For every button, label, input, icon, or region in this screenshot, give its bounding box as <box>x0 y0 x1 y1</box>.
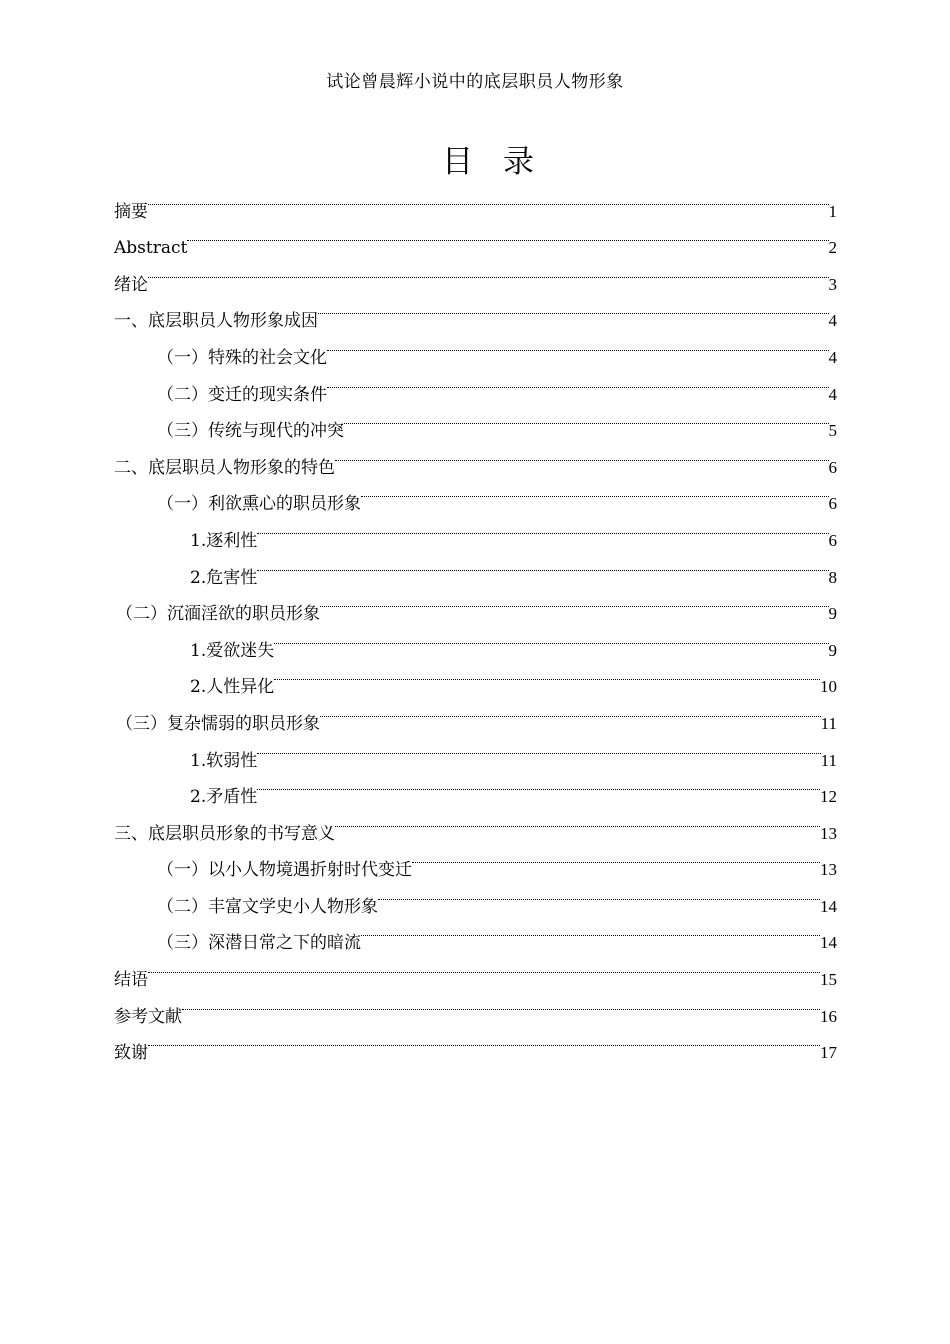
toc-entry-page: 15 <box>820 970 837 990</box>
toc-title-char-1: 目 <box>442 144 473 180</box>
toc-title-char-2: 录 <box>503 144 534 180</box>
toc-entry-label: 1.逐利性 <box>190 530 258 551</box>
toc-entry-page: 9 <box>828 640 837 660</box>
toc-entry-page: 13 <box>820 823 837 843</box>
dot-leader <box>148 180 829 217</box>
toc-entry-label: 二、底层职员人物形象的特色 <box>114 457 335 478</box>
toc-entry-label: （三）传统与现代的冲突 <box>157 421 344 442</box>
toc-entry-conclusion[interactable] <box>114 948 837 991</box>
dot-leader <box>257 546 828 583</box>
toc-entry-abstract-en[interactable] <box>114 217 837 259</box>
toc-entry-label: Abstract <box>114 238 188 259</box>
toc-entry-label: 2.人性异化 <box>190 677 275 698</box>
dot-leader <box>182 985 820 1022</box>
toc-entry-introduction[interactable] <box>114 253 837 295</box>
toc-entry-label: （三）深潜日常之下的暗流 <box>157 933 361 954</box>
toc-entry-references[interactable] <box>114 985 837 1027</box>
dot-leader <box>148 253 829 290</box>
dot-leader <box>187 217 828 254</box>
toc-entry-label: （二）沉湎淫欲的职员形象 <box>116 604 320 625</box>
toc-entry-page: 12 <box>820 787 837 807</box>
toc-entry-label: （一）利欲熏心的职员形象 <box>157 494 361 515</box>
dot-leader <box>320 583 829 620</box>
toc-entry-acknowledgements[interactable] <box>114 1022 837 1064</box>
toc-entry-page: 3 <box>828 274 837 294</box>
running-header: 试论曾晨辉小说中的底层职员人物形象 <box>326 72 624 92</box>
toc-entry-label: （二）变迁的现实条件 <box>157 384 327 405</box>
toc-entry-page: 4 <box>828 311 837 331</box>
toc-entry-page: 4 <box>828 347 837 367</box>
toc-entry-label: 绪论 <box>114 274 148 295</box>
toc-entry-label: 致谢 <box>114 1043 148 1064</box>
dot-leader <box>148 1022 820 1059</box>
dot-leader <box>412 839 820 876</box>
toc-list <box>114 180 837 1064</box>
dot-leader <box>327 326 829 363</box>
toc-entry-label: 2.矛盾性 <box>190 787 258 808</box>
toc-entry-label: 一、底层职员人物形象成因 <box>114 311 318 332</box>
toc-entry-label: （一）以小人物境遇折射时代变迁 <box>157 860 412 881</box>
toc-entry-chapter-1[interactable] <box>114 290 837 332</box>
toc-entry-page: 6 <box>828 530 837 550</box>
dot-leader <box>274 656 820 693</box>
toc-entry-page: 4 <box>828 384 837 404</box>
toc-entry-page: 11 <box>820 713 837 733</box>
dot-leader <box>378 875 820 912</box>
dot-leader <box>320 692 821 729</box>
dot-leader <box>335 436 829 473</box>
dot-leader <box>344 400 829 437</box>
toc-entry-page: 8 <box>828 567 837 587</box>
toc-entry-label: 结语 <box>114 970 148 991</box>
dot-leader <box>335 802 820 839</box>
dot-leader <box>361 912 820 949</box>
toc-entry-page: 6 <box>828 494 837 514</box>
toc-entry-page: 5 <box>828 421 837 441</box>
toc-entry-label: 三、底层职员形象的书写意义 <box>114 823 335 844</box>
dot-leader <box>361 473 829 510</box>
toc-entry-page: 10 <box>820 677 837 697</box>
dot-leader <box>148 948 820 985</box>
toc-entry-label: 2.危害性 <box>190 567 258 588</box>
toc-entry-label: 摘要 <box>114 201 148 222</box>
toc-entry-page: 9 <box>828 604 837 624</box>
toc-entry-page: 11 <box>820 750 837 770</box>
toc-entry-abstract-cn[interactable] <box>114 180 837 222</box>
toc-entry-page: 14 <box>820 896 837 916</box>
toc-entry-label: （三）复杂懦弱的职员形象 <box>116 713 320 734</box>
toc-entry-page: 14 <box>820 933 837 953</box>
toc-entry-page: 13 <box>820 860 837 880</box>
dot-leader <box>257 729 820 766</box>
toc-entry-page: 16 <box>820 1006 837 1026</box>
dot-leader <box>318 290 829 327</box>
toc-entry-label: 1.软弱性 <box>190 750 258 771</box>
dot-leader <box>257 509 828 546</box>
toc-entry-label: （二）丰富文学史小人物形象 <box>157 896 378 917</box>
toc-title <box>0 142 950 182</box>
toc-entry-page: 2 <box>828 238 837 258</box>
toc-entry-page: 6 <box>828 457 837 477</box>
toc-entry-label: 参考文献 <box>114 1006 182 1027</box>
dot-leader <box>257 766 820 803</box>
toc-entry-page: 17 <box>820 1043 837 1063</box>
toc-entry-label: 1.爱欲迷失 <box>190 640 275 661</box>
toc-entry-page: 1 <box>828 201 837 221</box>
dot-leader <box>327 363 829 400</box>
dot-leader <box>274 619 828 656</box>
toc-entry-label: （一）特殊的社会文化 <box>157 347 327 368</box>
